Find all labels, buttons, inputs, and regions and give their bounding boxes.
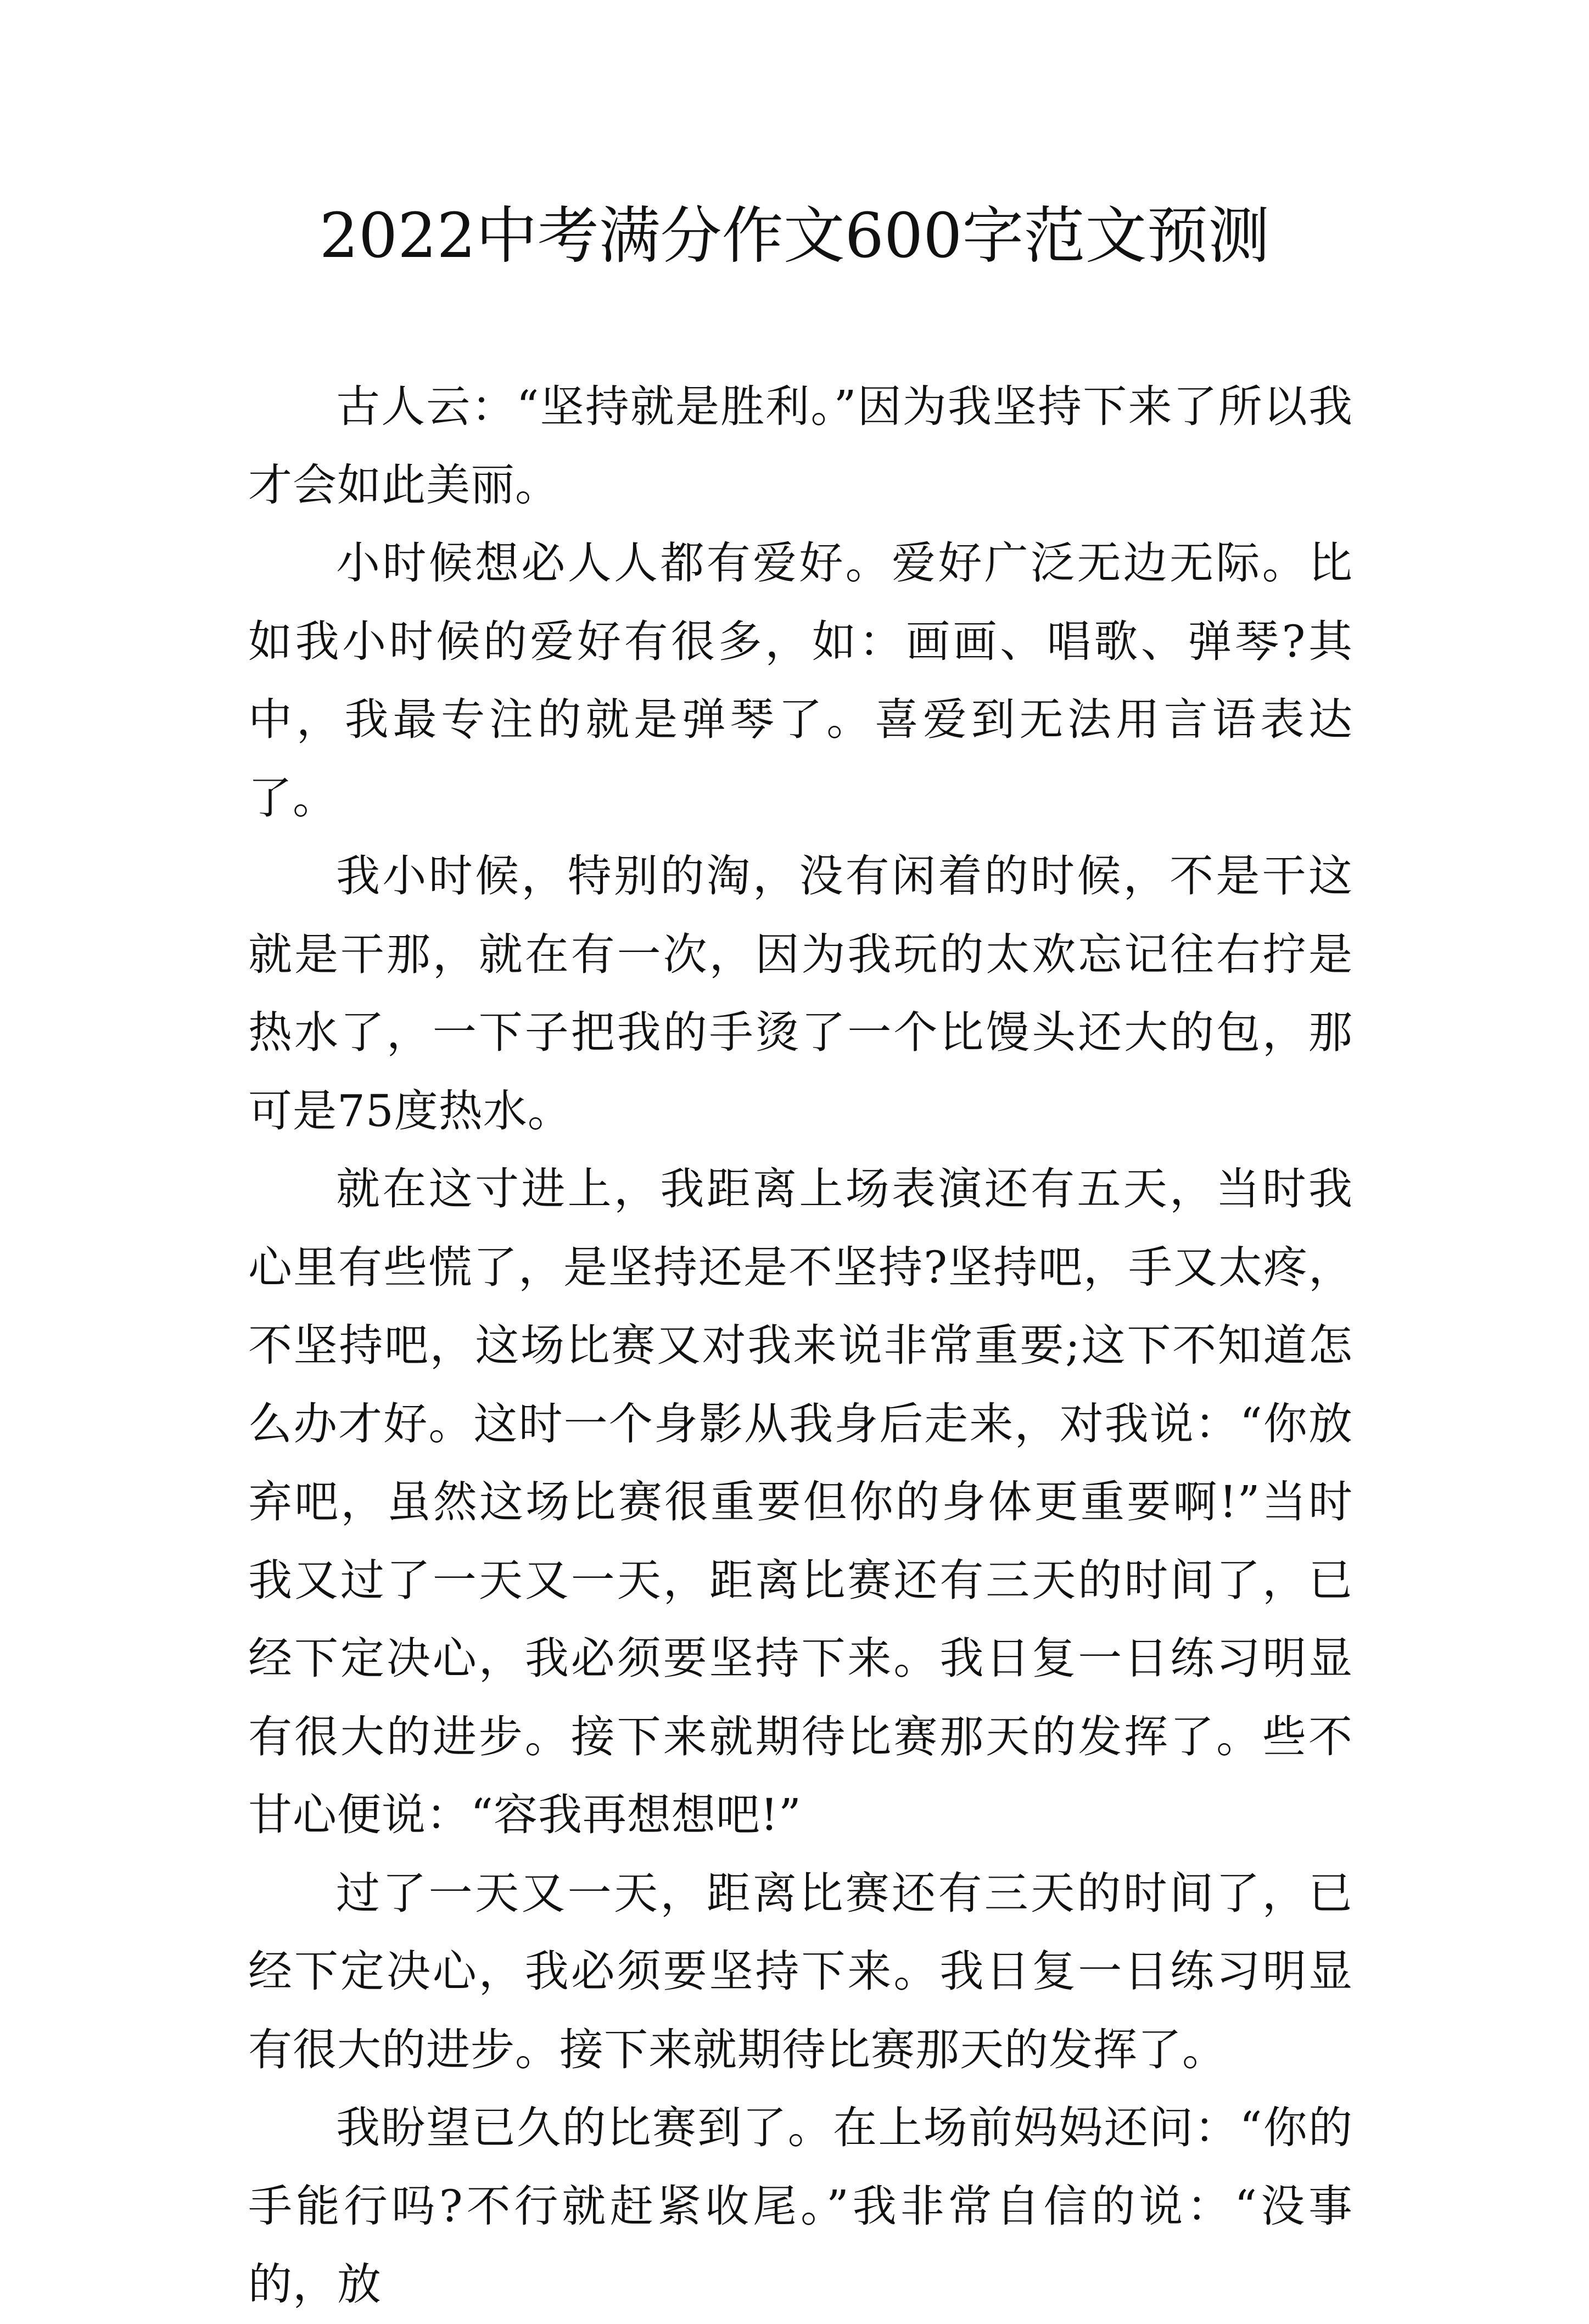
paragraph: 过了一天又一天，距离比赛还有三天的时间了，已经下定决心，我必须要坚持下来。我日复一日练习明显有很大的进步。接下来就期待比赛那天的发挥了。: [248, 1867, 1353, 2075]
document-body: [248, 368, 1353, 2324]
paragraph: 我小时候，特别的淘，没有闲着的时候，不是干这就是干那，就在有一次，因为我玩的太欢忘记往右拧是热水了，一下子把我的手烫了一个比馒头还大的包，那可是75度热水。: [248, 850, 1353, 1136]
paragraph: 我盼望已久的比赛到了。在上场前妈妈还问：“你的手能行吗?不行就赶紧收尾。”我非常自信的说：“没事的，放: [248, 2102, 1353, 2310]
document-title: 2022中考满分作文600字范文预测: [319, 200, 1270, 272]
paragraph: 就在这寸进上，我距离上场表演还有五天，当时我心里有些慌了，是坚持还是不坚持?坚持吧，手又太疼，不坚持吧，这场比赛又对我来说非常重要;这下不知道怎么办才好。这时一个身影从我身后走来，对我说：“你放弃吧，虽然这场比赛很重要但你的身体更重要啊!”当时我又过了一天又一天，距离比赛还有三天的时间了，已经下定决心，我必须要坚持下来。我日复一日练习明显有很大的进步。接下来就期待比赛那天的发挥了。些不甘心便说：“容我再想想吧!”: [248, 1163, 1353, 1840]
paragraph: 古人云：“坚持就是胜利。”因为我坚持下来了所以我才会如此美丽。: [248, 381, 1353, 511]
paragraph: 小时候想必人人都有爱好。爱好广泛无边无际。比如我小时候的爱好有很多，如：画画、唱歌、弹琴?其中，我最专注的就是弹琴了。喜爱到无法用言语表达了。: [248, 537, 1353, 824]
